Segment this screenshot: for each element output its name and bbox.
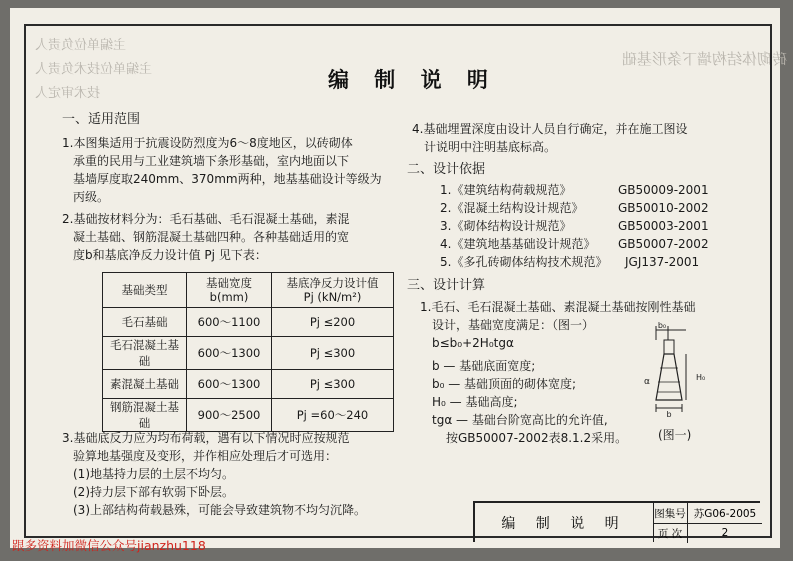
paragraph-line: 度b和基底净反力设计值 Pj 见下表：: [73, 248, 267, 262]
title-block-name: 编 制 说 明: [475, 503, 654, 542]
reference-code: GB50003-2001: [618, 219, 709, 233]
bleed-through-text: 技术审定人: [35, 86, 101, 101]
foundation-outline: [656, 354, 682, 400]
reference-name: 4.《建筑地基基础设计规范》: [440, 237, 596, 251]
section-3-heading: 三、设计计算: [407, 278, 486, 293]
atlas-label: 图集号: [653, 503, 688, 523]
label-h0: H₀: [696, 373, 706, 382]
paragraph-line: 1.毛石、毛石混凝土基础、素混凝土基础按刚性基础: [420, 300, 696, 314]
table-cell: Pj ≤300: [272, 370, 394, 399]
section-1-heading: 一、适用范围: [62, 112, 141, 127]
definition-line: tgα — 基础台阶宽高比的允许值,: [432, 413, 608, 427]
table-cell: 600～1100: [187, 308, 272, 337]
definition-line: b₀ — 基础顶面的砌体宽度;: [432, 377, 577, 391]
table-cell: 毛石基础: [103, 308, 187, 337]
figure-caption: (图一): [658, 428, 692, 442]
paragraph-line: 丙级。: [73, 190, 110, 204]
paragraph-line: 计说明中注明基底标高。: [424, 140, 557, 154]
title-block-row: [653, 503, 762, 524]
table-header-cell: 基础宽度 b(mm): [187, 273, 272, 308]
reference-code: JGJ137-2001: [625, 255, 700, 269]
bleed-through-text: 主编单位技术负责人: [35, 62, 153, 77]
page-title: 编 制 说 明: [328, 68, 497, 92]
table-cell: 600～1300: [187, 370, 272, 399]
reference-code: GB50009-2001: [618, 183, 709, 197]
section-2-heading: 二、设计依据: [407, 162, 486, 177]
list-item: (2)持力层下部有软弱下卧层。: [73, 485, 234, 499]
atlas-value: 苏G06-2005: [693, 507, 757, 520]
foundation-table: [102, 272, 394, 432]
label-b: b: [666, 410, 672, 418]
table-cell: 900～2500: [187, 399, 272, 432]
definition-line: b — 基础底面宽度;: [432, 359, 536, 373]
table-row: [103, 308, 394, 337]
paragraph-line: 1.本图集适用于抗震设防烈度为6～8度地区，以砖砌体: [62, 136, 353, 150]
paragraph-line: 2.基础按材料分为：毛石基础、毛石混凝土基础，素混: [62, 212, 350, 226]
reference-name: 5.《多孔砖砌体结构技术规范》: [440, 255, 608, 269]
table-row: [103, 370, 394, 399]
reference-code: GB50010-2002: [618, 201, 709, 215]
reference-code: GB50007-2002: [618, 237, 709, 251]
reference-name: 2.《混凝土结构设计规范》: [440, 201, 584, 215]
label-alpha: α: [644, 377, 650, 387]
table-header-cell: 基础类型: [103, 273, 187, 308]
document-page: [10, 8, 788, 548]
table-header-cell: 基底净反力设计值 Pj (kN/m²): [272, 273, 394, 308]
table-cell: Pj =60～240: [272, 399, 394, 432]
table-cell: Pj ≤200: [272, 308, 394, 337]
title-block-row: [653, 523, 762, 543]
table-cell: Pj ≤300: [272, 337, 394, 370]
paragraph-line: 设计，基础宽度满足：（图一）: [432, 318, 595, 332]
paragraph-line: 验算地基强度及变形，并作相应处理后才可选用：: [73, 449, 338, 463]
foundation-section-figure: [638, 322, 710, 418]
title-block: [473, 501, 760, 542]
page-value: 2: [721, 527, 729, 539]
reference-name: 1.《建筑结构荷载规范》: [440, 183, 572, 197]
label-b0: b₀: [657, 322, 667, 330]
table-row: [103, 337, 394, 370]
bleed-through-text: 砖砌体结构墙下条形基础: [622, 50, 788, 68]
table-row: [103, 399, 394, 432]
list-item: (3)上部结构荷载悬殊，可能会导致建筑物不均匀沉降。: [73, 503, 367, 517]
reference-name: 3.《砌体结构设计规范》: [440, 219, 572, 233]
definition-line: 按GB50007-2002表8.1.2采用。: [446, 431, 628, 445]
paragraph-line: 承重的民用与工业建筑墙下条形基础，室内地面以下: [73, 154, 350, 168]
paragraph-line: 凝土基础、钢筋混凝土基础四种。各种基础适用的宽: [73, 230, 350, 244]
page-label: 页 次: [653, 523, 688, 543]
table-header-row: [103, 273, 394, 308]
list-item: (1)地基持力层的土层不均匀。: [73, 467, 234, 481]
paragraph-line: 基墙厚度取240mm、370mm两种，地基基础设计等级为: [73, 172, 382, 186]
formula: b≤b₀+2H₀tgα: [432, 336, 514, 350]
bleed-through-text: 主编单位负责人: [35, 38, 127, 53]
paragraph-line: 4.基础埋置深度由设计人员自行确定，并在施工图设: [412, 122, 688, 136]
definition-line: H₀ — 基础高度;: [432, 395, 518, 409]
table-cell: 600～1300: [187, 337, 272, 370]
table-cell: 钢筋混凝土基础: [103, 399, 187, 432]
footer-watermark-text: 跟多资料加微信公众号jianzhu118: [12, 538, 206, 553]
paragraph-line: 3.基础底反力应为均布荷载，遇有以下情况时应按规范: [62, 431, 350, 445]
table-cell: 毛石混凝土基础: [103, 337, 187, 370]
table-cell: 素混凝土基础: [103, 370, 187, 399]
wall-outline: [664, 340, 674, 354]
